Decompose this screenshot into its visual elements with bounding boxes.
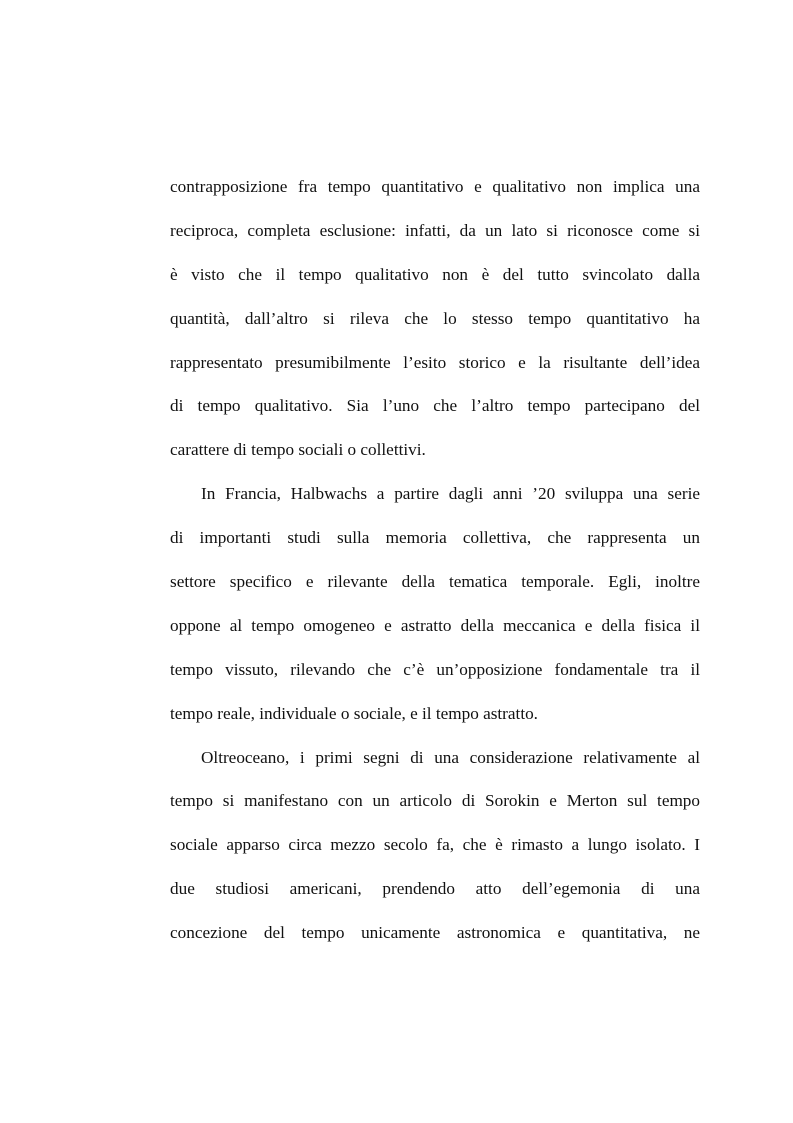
paragraph-2-line-3: settore specifico e rilevante della tematica temporale. Egli, inoltre bbox=[170, 572, 700, 592]
paragraph-3-line-2: tempo si manifestano con un articolo di Sorokin e Merton sul tempo bbox=[170, 791, 700, 811]
paragraph-2-line-1: In Francia, Halbwachs a partire dagli anni ’20 sviluppa una serie bbox=[201, 484, 700, 504]
paragraph-1-line-2: reciproca, completa esclusione: infatti, da un lato si riconosce come si bbox=[170, 220, 700, 240]
paragraph-3-line-1: Oltreoceano, i primi segni di una considerazione relativamente al bbox=[201, 747, 700, 767]
paragraph-3-line-3: sociale apparso circa mezzo secolo fa, che è rimasto a lungo isolato. I bbox=[170, 835, 700, 855]
paragraph-1-line-6: di tempo qualitativo. Sia l’uno che l’altro tempo partecipano del bbox=[170, 396, 700, 416]
paragraph-3-line-5: concezione del tempo unicamente astronomica e quantitativa, ne bbox=[170, 923, 700, 943]
paragraph-2-line-4: oppone al tempo omogeneo e astratto della meccanica e della fisica il bbox=[170, 615, 700, 635]
paragraph-1-line-1: contrapposizione fra tempo quantitativo e qualitativo non implica una bbox=[170, 177, 700, 196]
paragraph-2-line-5: tempo vissuto, rilevando che c’è un’opposizione fondamentale tra il bbox=[170, 659, 700, 679]
paragraph-1-line-7: carattere di tempo sociali o collettivi. bbox=[170, 440, 426, 460]
paragraph-2-line-2: di importanti studi sulla memoria collettiva, che rappresenta un bbox=[170, 528, 700, 548]
paragraph-1-line-3: è visto che il tempo qualitativo non è del tutto svincolato dalla bbox=[170, 264, 700, 284]
body-text bbox=[170, 165, 700, 955]
paragraph-1-line-5: rappresentato presumibilmente l’esito storico e la risultante dell’idea bbox=[170, 352, 700, 372]
paragraph-2-line-6: tempo reale, individuale o sociale, e il tempo astratto. bbox=[170, 703, 538, 723]
paragraph-1-line-4: quantità, dall’altro si rileva che lo stesso tempo quantitativo ha bbox=[170, 308, 700, 328]
paragraph-3-line-4: due studiosi americani, prendendo atto dell’egemonia di una bbox=[170, 879, 700, 899]
